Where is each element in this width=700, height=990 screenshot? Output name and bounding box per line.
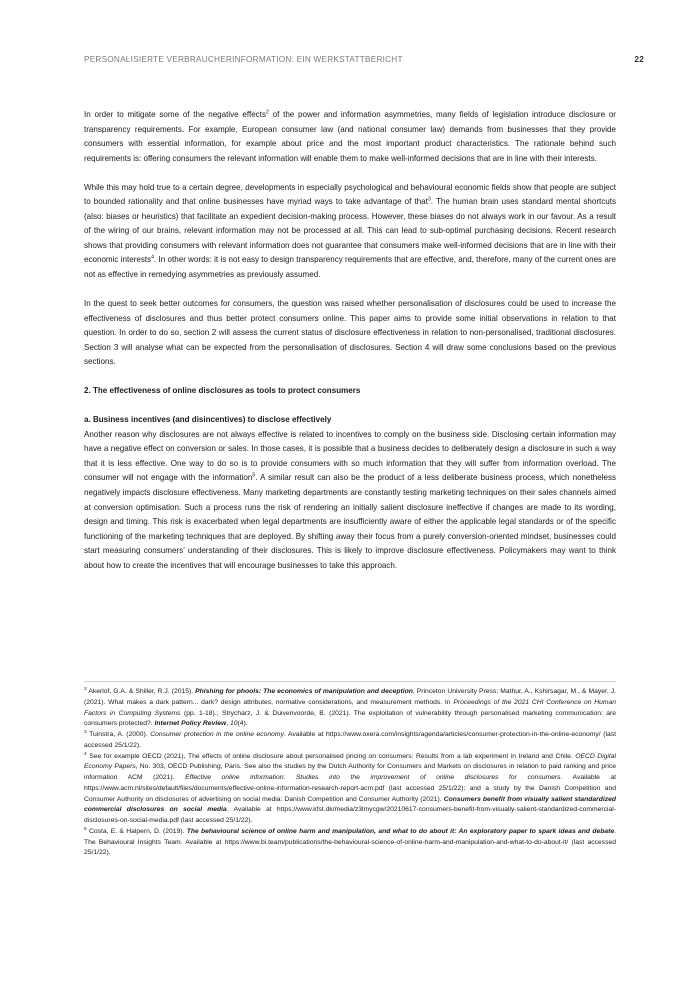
footnote-text: Akerlof, G.A. & Shiller, R.J. (2015). [86, 688, 196, 695]
paragraph-2 [84, 181, 616, 283]
footnote-title: OECD Digital Economy Papers [84, 752, 616, 771]
paragraph-2-text-b: . The human brain uses standard mental shortcuts (also: biases or heuristics) that facilitate an expedient decision-making process. However, these biases do not always work in our favour. As a result of the wiring of our brains, relevant information may not be processed at all. This can lead to sub-optimal purchasing decisions. Recent research shows that providing consumers with relevant information does not guarantee that consumers make well-informed decisions that are in line with their economic interests [84, 197, 616, 265]
footnote-text: , [226, 720, 230, 728]
footnote-ref-5[interactable]: 5 [252, 472, 256, 479]
subsection-heading-a: a. Business incentives (and disincentives) to disclose effectively [84, 415, 332, 425]
footnote-ref-4[interactable]: 4 [151, 254, 155, 261]
paragraph-3: In the quest to seek better outcomes for consumers, the question was raised whether personalisation of disclosures could be used to increase the effectiveness of disclosures and thus better protect consumers online. This paper aims to provide some initial observations in relation to that question. In order to do so, section 2 will assess the current status of disclosure effectiveness in relation to non-personalised, traditional disclosures. Section 3 will analyse what can be expected from the personalisation of disclosures. Section 4 will draw some conclusions based on the previous sections. [84, 299, 616, 367]
section-heading-2: 2. The effectiveness of online disclosures as tools to protect consumers [84, 386, 361, 396]
footnote-text: (pp. 1-18).; Strycharz, J. & Duivenvoorde, B. (2021). The exploitation of vulnerability through personalised marketing communication: are consumers protected?. [84, 709, 616, 728]
paragraph-4-text-b: . A similar result can also be the product of a less deliberate business process, which nonetheless negatively impacts disclosure effectiveness. Many marketing departments are constantly testing marketing techniques on their sales channels aimed at conversion optimisation. Such a process runs the risk of rendering an initially salient disclosure ineffective if changes are made to its wording, design and timing. This risk is exacerbated when legal departments are insufficiently aware of either the applicable legal standards or of the specific functioning of the marketing techniques that are deployed. By shifting away their focus from a purely conversion-oriented mindset, businesses could start measuring consumers’ understanding of their disclosures. This is likely to improve disclosure effectiveness. Policymakers may want to think about how to create the incentives that will encourage businesses to take this approach. [84, 473, 616, 570]
footnote-text: (4). [237, 720, 248, 728]
footnote-title: Effective online information: Studies into the improvement of online disclosures for consumers [185, 774, 561, 781]
running-header-title: PERSONALISIERTE VERBRAUCHERINFORMATION: EIN WERKSTATTBERICHT [84, 55, 403, 64]
footnote-ref-3[interactable]: 3 [427, 196, 431, 203]
footnote-title: Consumers benefit from visually salient standardized commercial disclosures on social media [84, 795, 617, 814]
paragraph-2-text-a: While this may hold true to a certain degree, developments in especially psychological and behavioural economic fields show that people are subject to bounded rationality and that online businesses have myriad ways to take advantage of that [84, 182, 616, 207]
body-text [84, 108, 616, 573]
footnote-text: . Available at https://www.oxera.com/insights/agenda/articles/consumer-protection-in-the-online-economy/ (last accessed 25/1/22). [84, 731, 617, 749]
footnote-4 [84, 752, 616, 827]
footnote-number: 4 [84, 751, 87, 757]
footnote-text: , Princeton University Press; Mathur, A., Kshirsagar, M., & Mayer, J. (2021). What makes a dark pattern... dark? design attributes, normative considerations, and measurement methods. In [84, 688, 616, 706]
footnote-number: 5 [84, 826, 87, 832]
footnote-text: . Available at https://www.acm.nl/sites/default/files/documents/effective-online-information-research-report-acm.pdf (last accessed 25/1/22); and a study by the Danish Competition and Consumer Authority on disclosures of advertising on social media: Danish Competition and Consumer Authority (2021). [84, 774, 617, 803]
footnote-title: Proceedings of the 2021 CHI Conference on Human Factors in Computing Systems [84, 698, 616, 717]
footnote-ref-2[interactable]: 2 [265, 109, 269, 116]
footnote-title: Internet Policy Review [154, 720, 227, 728]
footnote-text: See for example OECD (2021), The effects of online disclosure about personalised pricing on consumers: Results from a lab experiment in Ireland and Chile. [86, 752, 576, 760]
footnote-number: 3 [84, 729, 87, 735]
footnote-title: The behavioural science of online harm and manipulation, and what to do about it: An exploratory paper to spark ideas and debate [186, 827, 615, 835]
paragraph-1-text-b: of the power and information asymmetries, many fields of legislation introduce disclosure or transparency requirements. For example, European consumer law (and national consumer law) demands from businesses that they provide consumers with essential information, for example about price and the most important product characteristics. The rationale behind such requirements is: offering consumers the relevant information will enable them to make well-informed decisions that are in line with their interests. [84, 110, 616, 163]
footnote-text: . The Behavioural Insights Team. Available at https://www.bi.team/publications/the-behavioural-science-of-online-harm-and-manipulation-and-what-to-do-about-it/ (last accessed 25/1/22). [84, 827, 616, 857]
footnote-3 [84, 730, 616, 752]
footnote-title: Consumer protection in the online economy [150, 731, 284, 738]
running-header [84, 55, 644, 69]
footnote-text: Costa, E. & Halpern, D. (2019). [86, 827, 187, 835]
footnote-text: . Available at https://www.kfst.dk/media/z3lmycgw/20210617-consumers-benefit-from-visually-salient-standardized-commercial-disclosures-on-social-media.pdf (last accessed 25/1/22). [84, 806, 616, 824]
footnote-number: 2 [84, 686, 87, 692]
footnote-2 [84, 687, 616, 730]
footnote-text: Tuinstra, A. (2000). [86, 731, 151, 738]
paragraph-4-text-a: Another reason why disclosures are not always effective is related to incentives to comply on the business side. Disclosing certain information may have a negative effect on conversion or sales. In those cases, it is possible that a business decides to deliberately design a disclosure in such a way that it is less effective. One way to do so is to provide consumers with so much information that they will suffer from information overload. The consumer will not engage with the information [84, 429, 616, 483]
page-number: 22 [634, 55, 644, 64]
footnote-text: , No. 303, OECD Publishing, Paris. See also the studies by the Dutch Authority for Consumers and Markets on disclosures in relation to paid ranking and price information ACM (2021). [84, 763, 617, 781]
footnote-volume: 10 [229, 720, 238, 728]
footnote-title: Phishing for phools: The economics of manipulation and deception [195, 688, 413, 695]
footnote-5 [84, 827, 616, 859]
footnote-divider [84, 681, 616, 682]
paragraph-4 [84, 428, 616, 573]
paragraph-2-text-c: . In other words: it is not easy to design transparency requirements that are effective, and, therefore, many of the current ones are not as effective in remedying asymmetries as previously assumed. [84, 255, 616, 279]
paragraph-1-text-a: In order to mitigate some of the negative effects [84, 110, 266, 119]
paragraph-1 [84, 108, 616, 166]
footnotes [84, 687, 616, 859]
